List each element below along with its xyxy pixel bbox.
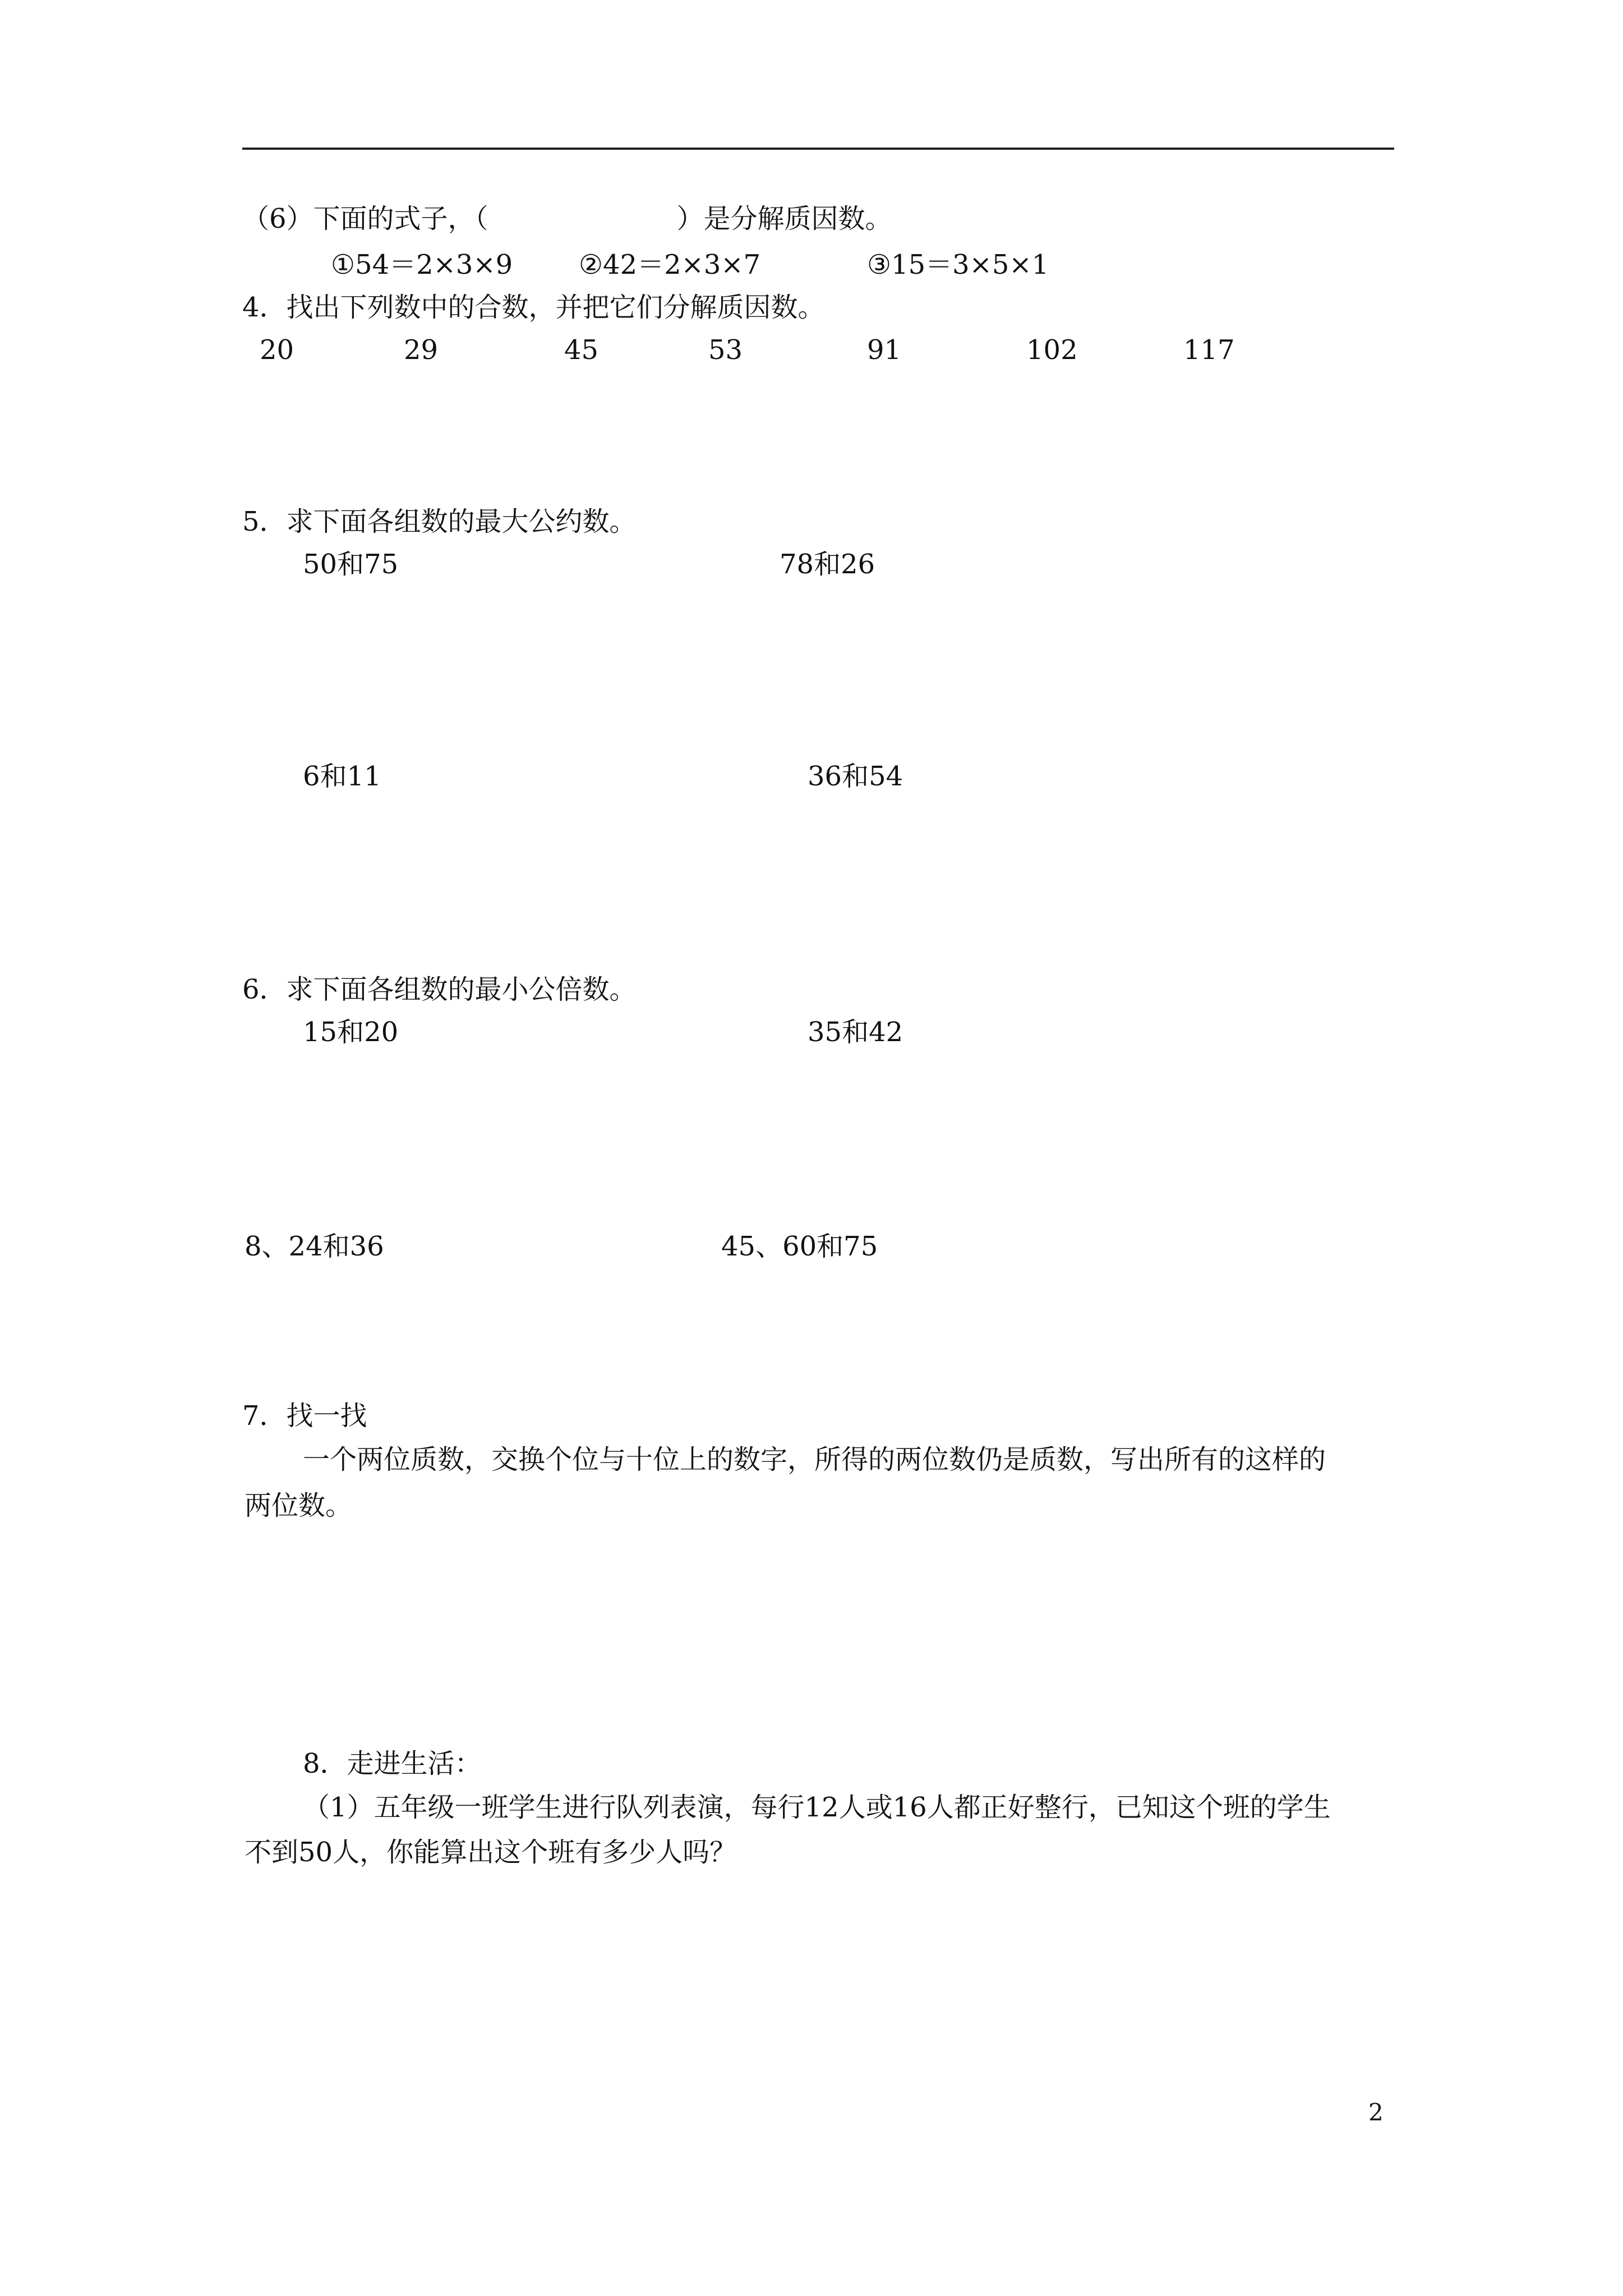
q3-6-stem (242, 205, 892, 232)
q5-pair: 50和75 (303, 549, 399, 580)
q4-number: 20 (260, 334, 294, 366)
q5-pair: 78和26 (780, 549, 875, 580)
q8-sub1: （1）五年级一班学生进行队列表演，每行12人或16人都正好整行，已知这个班的学生 (303, 1792, 1331, 1823)
q4-number: 102 (1026, 334, 1078, 366)
q3-6-option-3: ③15＝3×5×1 (867, 249, 1049, 280)
q4-number: 91 (867, 334, 902, 366)
q6-pair: 45、60和75 (721, 1231, 878, 1262)
q5-title: 5．求下面各组数的最大公约数。 (242, 506, 637, 537)
q3-6-option-2: ②42＝2×3×7 (579, 249, 761, 280)
q6-pair: 15和20 (303, 1016, 399, 1048)
q3-6-stem-before: （6）下面的式子，（ (242, 203, 488, 234)
q5-pair: 6和11 (303, 761, 381, 792)
q5-pair: 36和54 (808, 761, 903, 792)
q7-text: 一个两位质数，交换个位与十位上的数字，所得的两位数仍是质数，写出所有的这样的 (303, 1444, 1326, 1475)
header-rule (242, 148, 1394, 150)
q4-title: 4．找出下列数中的合数，并把它们分解质因数。 (242, 292, 825, 323)
q4-number: 117 (1183, 334, 1235, 366)
q3-6-option-1: ①54＝2×3×9 (331, 249, 513, 280)
q4-number: 45 (564, 334, 599, 366)
q6-title: 6．求下面各组数的最小公倍数。 (242, 974, 637, 1005)
q8-title: 8．走进生活： (303, 1748, 482, 1779)
q4-number: 53 (708, 334, 743, 366)
q7-text: 两位数。 (245, 1490, 353, 1521)
q4-number: 29 (404, 334, 439, 366)
q7-title: 7．找一找 (242, 1400, 367, 1432)
page-number: 2 (1368, 2099, 1384, 2126)
q6-pair: 8、24和36 (245, 1231, 384, 1262)
q6-pair: 35和42 (808, 1016, 903, 1048)
q8-sub1: 不到50人，你能算出这个班有多少人吗？ (245, 1837, 737, 1868)
q3-6-stem-after: ）是分解质因数。 (676, 203, 892, 234)
